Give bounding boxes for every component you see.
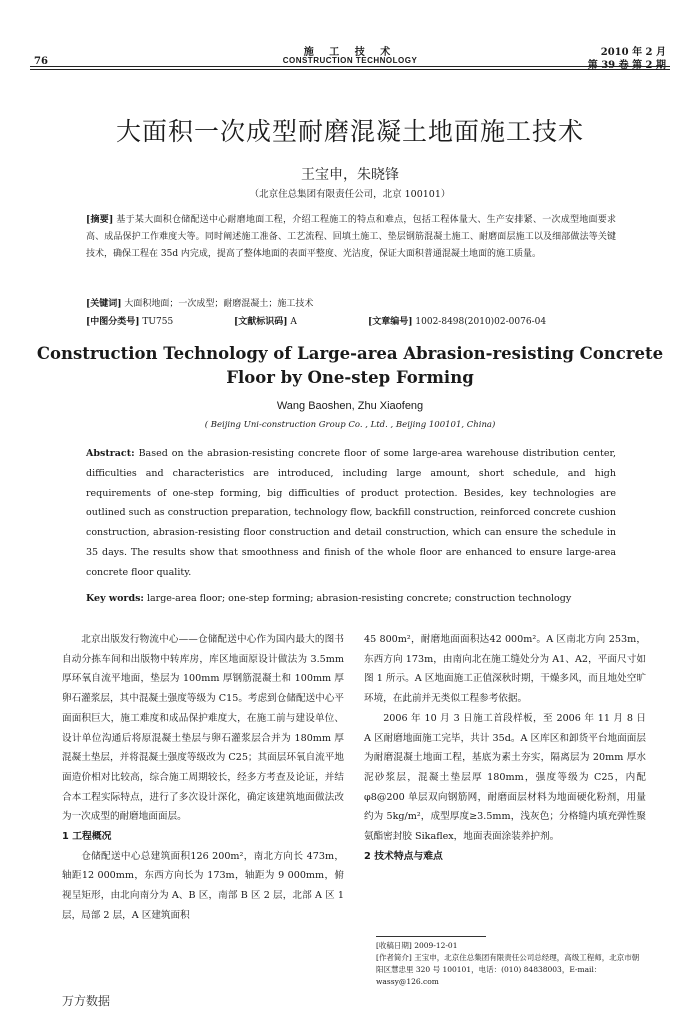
body-column-right <box>364 630 646 866</box>
keywords-cn-text: 大面积地面；一次成型；耐磨混凝土；施工技术 <box>124 299 314 309</box>
abstract-cn-label: [摘要] <box>86 215 114 225</box>
doc-label: [文献标识码] <box>234 317 288 327</box>
authors-en: Wang Baoshen, Zhu Xiaofeng <box>276 400 424 412</box>
journal-title-en: CONSTRUCTION TECHNOLOGY <box>282 56 418 65</box>
section-1-heading: 1 工程概况 <box>62 831 112 843</box>
abstract-cn <box>86 212 616 264</box>
section-1-paragraph-right: 45 800m²，耐磨地面面积达42 000m²。A 区南北方向 253m，东西方向 173m，由南向北在施工缝处分为 A1、A2，平面尺寸如图 1 所示。A 区地面施工正值深秋时期，干燥多风，而且地处空旷环境，在此前并无类似工程参考依据。 <box>364 634 646 705</box>
keywords-cn <box>86 296 616 309</box>
clc-value: TU755 <box>142 317 174 327</box>
issue-volume: 第 39 卷 第 2 期 <box>587 60 666 71</box>
clc-code <box>86 314 173 327</box>
keywords-en <box>86 593 616 604</box>
section-2-heading: 2 技术特点与难点 <box>364 850 443 862</box>
article-title-en-line1: Construction Technology of Large-area Abrasion-resisting Concrete <box>36 344 664 363</box>
abstract-en <box>86 444 616 583</box>
art-label: [文章编号] <box>368 317 413 327</box>
doc-value: A <box>290 317 297 327</box>
article-number <box>368 314 546 327</box>
article-title-en <box>0 342 700 390</box>
affiliation-cn: （北京住总集团有限责任公司，北京 100101） <box>249 189 451 200</box>
article-title-cn: 大面积一次成型耐磨混凝土地面施工技术 <box>115 117 584 146</box>
clc-label: [中图分类号] <box>86 317 140 327</box>
footnote-received: [收稿日期] 2009-12-01 <box>376 941 458 950</box>
doc-code <box>234 314 297 327</box>
keywords-en-label: Key words: <box>86 593 144 604</box>
section-1-paragraph-left: 仓储配送中心总建筑面积126 200m²，南北方向长 473m，轴距12 000mm，东西方向长为 173m，轴距为 9 000mm，俯视呈矩形，由北向南分为 A、B 区，南部 B 区 2 层，北部 A 区 1 层，局部 2 层，A 区建筑面积 <box>62 850 344 921</box>
abstract-cn-text: 基于某大面积仓储配送中心耐磨地面工程，介绍工程施工的特点和难点，包括工程体量大、生产安排紧、一次成型地面要求高、成品保护工作难度大等。同时阐述施工准备、工艺流程、回填土施工、垫层钢筋混凝土施工、耐磨面层施工以及细部做法等关键技术，确保工程在 35d 内完成，提高了整体地面的表面平整度、光洁度，保证大面积普通混凝土地面的施工质量。 <box>86 215 616 260</box>
page-number: 76 <box>34 56 48 67</box>
watermark: 万方数据 <box>62 994 111 1008</box>
keywords-cn-label: [关键词] <box>86 299 122 309</box>
intro-paragraph: 北京出版发行物流中心——仓储配送中心作为国内最大的图书自动分拣车间和出版物中转库房，库区地面原设计做法为 3.5mm 厚环氧自流平地面，垫层为 100mm 厚钢筋混凝土和 100mm 厚卵石灌浆层，其中混凝土强度等级为 C15。考虑到仓储配送中心平面面积巨大，施工难度和成品保护难度大，在施工前与建设单位、设计单位沟通后将原混凝土垫层与卵石灌浆层合并为 180mm 厚混凝土垫层，并将混凝土强度等级改为 C25；其面层环氧自流平地面造价相对比较高，综合施工周期较长，经多方考查及论证，并结合本工程实际特点，进行了多次设计深化，确定该建筑地面做法改为一次成型的耐磨地面面层。 <box>62 634 344 823</box>
abstract-en-label: Abstract: <box>86 448 135 459</box>
keywords-en-text: large-area floor; one-step forming; abrasion-resisting concrete; construction technology <box>146 593 572 604</box>
authors-cn: 王宝申，朱晓锋 <box>301 167 399 183</box>
footnote-author-info: [作者简介] 王宝申，北京住总集团有限责任公司总经理，高级工程师，北京市朝阳区慧忠里 320 号 100101，电话：(010) 84838003，E-mail：wassy@126.com <box>376 953 640 986</box>
article-title-en-line2: Floor by One-step Forming <box>226 368 474 387</box>
affiliation-en: ( Beijing Uni-construction Group Co. , Ltd. , Beijing 100101, China) <box>204 420 496 430</box>
abstract-en-text: Based on the abrasion-resisting concrete floor of some large-area warehouse distribution center, difficulties and characteristics are introduced, including large amount, short schedule, and high requirements of one-step forming, big difficulties of product protection. Besides, key technologies are outlined such as construction preparation, technology flow, backfill construction, reinforced concrete cushion construction, abrasion-resisting floor construction and detail construction, which can ensure the schedule in 35 days. The results show that smoothness and finish of the whole floor are enhanced to ensure large-area concrete floor quality. <box>86 448 616 578</box>
art-value: 1002-8498(2010)02-0076-04 <box>415 317 547 327</box>
body-column-left <box>62 630 344 926</box>
schedule-paragraph: 2006 年 10 月 3 日施工首段样板，至 2006 年 11 月 8 日 A 区耐磨地面施工完毕，共计 35d。A 区库区和卸货平台地面面层为耐磨混凝土地面工程，基底为素土夯实，隔离层为 20mm 厚水泥砂浆层，混凝土垫层厚 180mm，强度等级为 C25，内配 φ8@200 单层双向钢筋网，耐磨面层材料为地面硬化粉剂，用量约为 5kg/m²，成型厚度≥3.5mm，浅灰色；分格缝内填充弹性聚氨酯密封胶 Sikaflex，地面表面涂装养护剂。 <box>364 712 646 843</box>
journal-title-cn: 施 工 技 术 <box>303 47 397 58</box>
footnote <box>376 940 646 988</box>
issue-date: 2010 年 2 月 <box>600 47 666 58</box>
header-rule-thick <box>30 66 670 67</box>
footnote-rule <box>376 936 486 937</box>
header-rule-thin <box>30 69 670 70</box>
